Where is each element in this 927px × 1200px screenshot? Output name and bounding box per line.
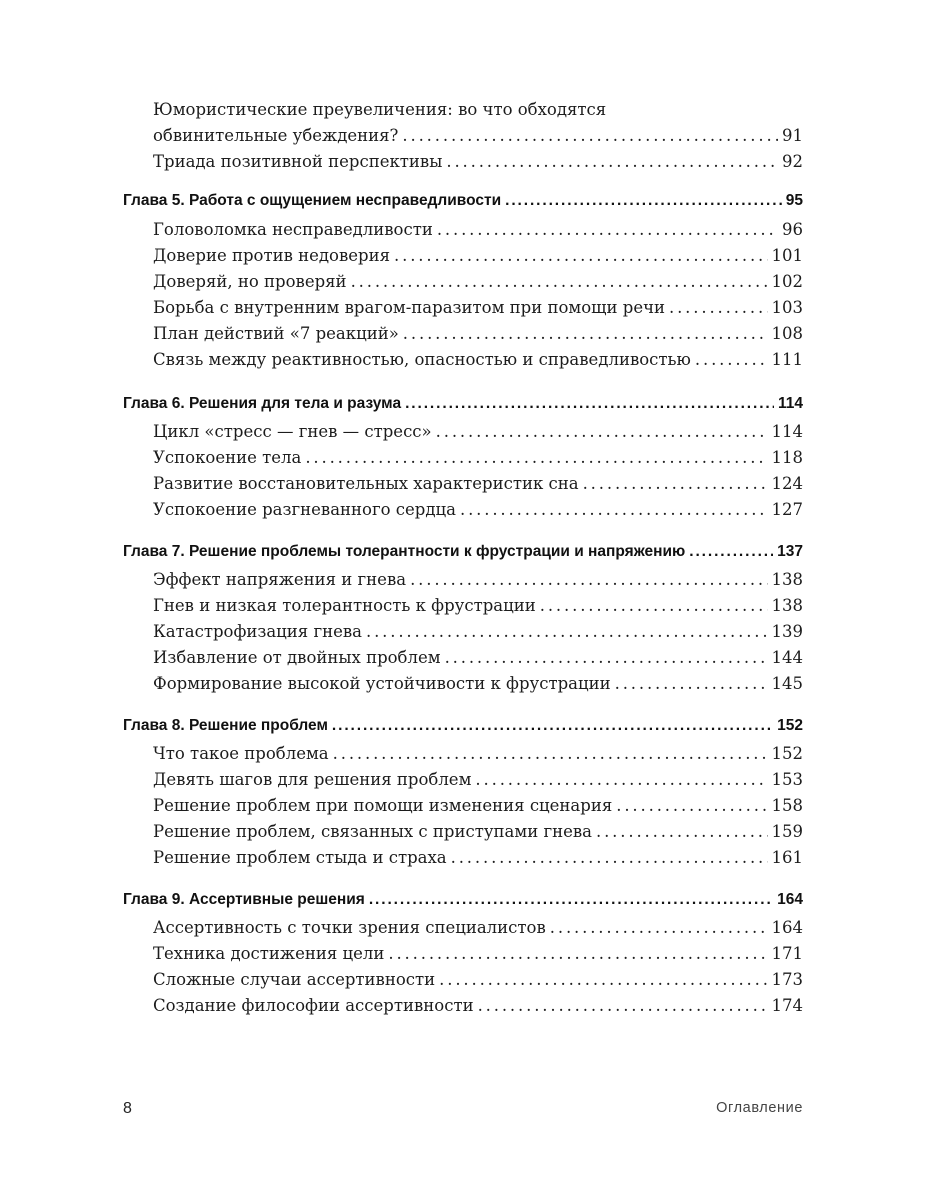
toc-entry[interactable] bbox=[153, 126, 803, 152]
chapter-page: 95 bbox=[785, 192, 803, 209]
toc-entry-page: 101 bbox=[771, 246, 803, 265]
dot-leader bbox=[436, 422, 768, 441]
toc-entry[interactable] bbox=[153, 570, 803, 596]
chapter-page: 137 bbox=[777, 543, 803, 560]
chapter-page: 152 bbox=[777, 717, 803, 734]
toc-entry[interactable] bbox=[153, 272, 803, 298]
toc-entry-page: 153 bbox=[771, 770, 803, 789]
toc-entry-page: 171 bbox=[771, 944, 803, 963]
dot-leader bbox=[615, 674, 768, 693]
chapter-page: 164 bbox=[777, 891, 803, 908]
toc-entry-page: 102 bbox=[771, 272, 803, 291]
dot-leader bbox=[616, 796, 767, 815]
toc-entry-title: Решение проблем стыда и страха bbox=[153, 848, 447, 867]
toc-entry[interactable] bbox=[153, 918, 803, 944]
dot-leader bbox=[478, 996, 768, 1015]
toc-entry-title: Успокоение тела bbox=[153, 448, 302, 467]
toc-entry-page: 92 bbox=[782, 152, 803, 171]
toc-chapter-6[interactable] bbox=[123, 395, 803, 421]
dot-leader bbox=[689, 543, 773, 561]
toc-entry[interactable] bbox=[153, 622, 803, 648]
toc-entry-title: Головоломка несправедливости bbox=[153, 220, 433, 239]
toc-entry[interactable] bbox=[153, 744, 803, 770]
running-footer-title: Оглавление bbox=[716, 1100, 803, 1116]
dot-leader bbox=[550, 918, 768, 937]
chapter-title: Глава 7. Решение проблемы толерантности к фрустрации и напряжению bbox=[123, 543, 686, 560]
chapter-page: 114 bbox=[777, 395, 803, 412]
toc-entry-page: 138 bbox=[771, 596, 803, 615]
toc-entry[interactable] bbox=[153, 448, 803, 474]
toc-entry-page: 103 bbox=[771, 298, 803, 317]
toc-entry-page: 139 bbox=[771, 622, 803, 641]
toc-entry-page: 173 bbox=[771, 970, 803, 989]
dot-leader bbox=[437, 220, 778, 239]
dot-leader bbox=[333, 744, 768, 763]
toc-entry-page: 159 bbox=[771, 822, 803, 841]
toc-entry-title: Ассертивность с точки зрения специалистов bbox=[153, 918, 546, 937]
toc-entry[interactable] bbox=[153, 796, 803, 822]
dot-leader bbox=[505, 192, 782, 210]
toc-entry-page: 158 bbox=[771, 796, 803, 815]
toc-entry-page: 152 bbox=[771, 744, 803, 763]
toc-entry[interactable] bbox=[153, 970, 803, 996]
toc-entry-page: 138 bbox=[771, 570, 803, 589]
chapter-title: Глава 8. Решение проблем bbox=[123, 717, 328, 734]
dot-leader bbox=[540, 596, 768, 615]
chapter-title: Глава 5. Работа с ощущением несправедливости bbox=[123, 192, 502, 209]
toc-entry-page: 145 bbox=[771, 674, 803, 693]
toc-entry[interactable] bbox=[153, 152, 803, 178]
dot-leader bbox=[439, 970, 767, 989]
dot-leader bbox=[410, 570, 767, 589]
toc-entry[interactable] bbox=[153, 246, 803, 272]
toc-entry-title: обвинительные убеждения? bbox=[153, 126, 399, 145]
toc-entry[interactable] bbox=[153, 324, 803, 350]
toc-entry-title: Доверие против недоверия bbox=[153, 246, 391, 265]
dot-leader bbox=[446, 152, 778, 171]
dot-leader bbox=[394, 246, 767, 265]
toc-entry[interactable] bbox=[153, 422, 803, 448]
dot-leader bbox=[405, 395, 774, 413]
toc-entry-title: Цикл «стресс — гнев — стресс» bbox=[153, 422, 432, 441]
toc-entry-title: Развитие восстановительных характеристик сна bbox=[153, 474, 579, 493]
toc-entry-page: 96 bbox=[782, 220, 803, 239]
dot-leader bbox=[332, 717, 773, 735]
toc-chapter-5[interactable] bbox=[123, 192, 803, 218]
toc-entry[interactable] bbox=[153, 596, 803, 622]
toc-chapter-9[interactable] bbox=[123, 891, 803, 917]
toc-entry-page: 91 bbox=[782, 126, 803, 145]
toc-entry-title: Что такое проблема bbox=[153, 744, 329, 763]
toc-entry-title: Создание философии ассертивности bbox=[153, 996, 474, 1015]
dot-leader bbox=[445, 648, 768, 667]
toc-entry-page: 174 bbox=[771, 996, 803, 1015]
toc-entry-title: Эффект напряжения и гнева bbox=[153, 570, 407, 589]
toc-entry-page: 124 bbox=[771, 474, 803, 493]
dot-leader bbox=[388, 944, 767, 963]
toc-entry-title: Гнев и низкая толерантность к фрустрации bbox=[153, 596, 536, 615]
toc-entry-title: Избавление от двойных проблем bbox=[153, 648, 441, 667]
toc-entry-title: Катастрофизация гнева bbox=[153, 622, 362, 641]
toc-entry[interactable] bbox=[153, 674, 803, 700]
dot-leader bbox=[402, 126, 778, 145]
dot-leader bbox=[369, 891, 773, 909]
toc-entry-title: Девять шагов для решения проблем bbox=[153, 770, 472, 789]
toc-entry-title: Решение проблем при помощи изменения сценария bbox=[153, 796, 613, 815]
toc-entry-title: Доверяй, но проверяй bbox=[153, 272, 347, 291]
dot-leader bbox=[451, 848, 768, 867]
toc-entry-title: Борьба с внутренним врагом-паразитом при помощи речи bbox=[153, 298, 665, 317]
chapter-title: Глава 9. Ассертивные решения bbox=[123, 891, 365, 908]
toc-entry[interactable] bbox=[153, 848, 803, 874]
toc-entry-page: 127 bbox=[771, 500, 803, 519]
toc-entry-page: 161 bbox=[771, 848, 803, 867]
toc-entry-page: 164 bbox=[771, 918, 803, 937]
dot-leader bbox=[475, 770, 767, 789]
toc-entry-title: Триада позитивной перспективы bbox=[153, 152, 443, 171]
toc-entry-title: План действий «7 реакций» bbox=[153, 324, 399, 343]
toc-entry-title: Сложные случаи ассертивности bbox=[153, 970, 436, 989]
dot-leader bbox=[460, 500, 768, 519]
toc-entry[interactable] bbox=[153, 822, 803, 848]
toc-entry-page: 114 bbox=[771, 422, 803, 441]
dot-leader bbox=[669, 298, 768, 317]
toc-entry-title: Решение проблем, связанных с приступами гнева bbox=[153, 822, 592, 841]
toc-entry-title: Техника достижения цели bbox=[153, 944, 385, 963]
toc-entry[interactable] bbox=[153, 500, 803, 526]
toc-chapter-7[interactable] bbox=[123, 543, 803, 569]
dot-leader bbox=[403, 324, 768, 343]
toc-entry[interactable] bbox=[153, 944, 803, 970]
dot-leader bbox=[596, 822, 768, 841]
toc-entry-line: Юмористические преувеличения: во что обходятся bbox=[153, 100, 607, 119]
toc-entry-page: 144 bbox=[771, 648, 803, 667]
toc-entry-page: 111 bbox=[771, 350, 803, 369]
toc-entry[interactable] bbox=[153, 350, 803, 376]
toc-entry-title: Формирование высокой устойчивости к фрустрации bbox=[153, 674, 611, 693]
dot-leader bbox=[583, 474, 768, 493]
chapter-title: Глава 6. Решения для тела и разума bbox=[123, 395, 402, 412]
toc-entry[interactable] bbox=[153, 770, 803, 796]
toc-entry-page: 108 bbox=[771, 324, 803, 343]
toc-chapter-8[interactable] bbox=[123, 717, 803, 743]
toc-entry-title: Связь между реактивностью, опасностью и справедливостью bbox=[153, 350, 691, 369]
toc-entry-title: Успокоение разгневанного сердца bbox=[153, 500, 456, 519]
toc-entry-page: 118 bbox=[771, 448, 803, 467]
toc-entry[interactable] bbox=[153, 648, 803, 674]
toc-entry[interactable] bbox=[153, 220, 803, 246]
dot-leader bbox=[351, 272, 768, 291]
dot-leader bbox=[695, 350, 768, 369]
dot-leader bbox=[366, 622, 768, 641]
toc-entry[interactable] bbox=[153, 298, 803, 324]
toc-entry[interactable] bbox=[153, 474, 803, 500]
toc-entry[interactable] bbox=[153, 996, 803, 1022]
page-number: 8 bbox=[123, 1100, 132, 1117]
dot-leader bbox=[305, 448, 767, 467]
